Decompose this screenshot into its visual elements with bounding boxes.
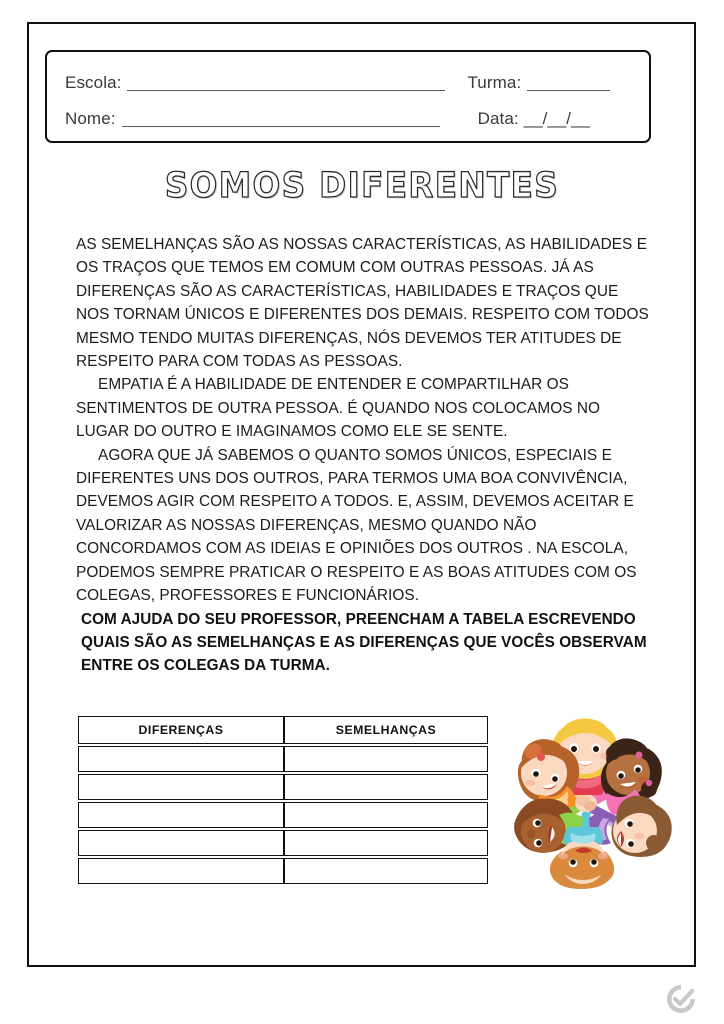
children-holding-hands-circle-illustration <box>497 703 673 891</box>
table-row <box>78 774 488 800</box>
cell-diferencas[interactable] <box>78 774 284 800</box>
circle-check-logo <box>664 982 698 1016</box>
table-row <box>78 830 488 856</box>
paragraph-3: AGORA QUE JÁ SABEMOS O QUANTO SOMOS ÚNICOS, ESPECIAIS E DIFERENTES UNS DOS OUTROS, PARA TERMOS UMA BOA CONVIVÊNCIA, DEVEMOS AGIR COM RESPEITO A TODOS. E, ASSIM, DEVEMOS ACEITAR E VALORIZAR AS NOSSAS DIFERENÇAS, MESMO QUANDO NÃO CONCORDAMOS COM AS IDEIAS E OPINIÕES DOS OUTROS . NA ESCOLA, PODEMOS SEMPRE PRATICAR O RESPEITO E AS BOAS ATITUDES COM OS COLEGAS, PROFESSORES E FUNCIONÁRIOS. <box>76 446 637 605</box>
cell-diferencas[interactable] <box>78 746 284 772</box>
page-title: SOMOS DIFERENTES <box>164 166 560 206</box>
lesson-text <box>76 233 656 608</box>
differences-similarities-table <box>78 714 488 886</box>
activity-instruction: COM AJUDA DO SEU PROFESSOR, PREENCHAM A TABELA ESCREVENDO QUAIS SÃO AS SEMELHANÇAS E AS DIFERENÇAS QUE VOCÊS OBSERVAM ENTRE OS COLEGAS DA TURMA. <box>81 611 647 674</box>
table-row <box>78 746 488 772</box>
table-header-row <box>78 716 488 744</box>
column-header-diferencas: DIFERENÇAS <box>78 716 284 744</box>
cell-semelhancas[interactable] <box>284 858 488 884</box>
column-header-semelhancas: SEMELHANÇAS <box>284 716 488 744</box>
nome-label: Nome: <box>65 109 116 128</box>
table-row <box>78 858 488 884</box>
cell-diferencas[interactable] <box>78 830 284 856</box>
nome-blank-line[interactable] <box>122 111 440 127</box>
student-identification-box <box>45 50 651 143</box>
paragraph-2: EMPATIA É A HABILIDADE DE ENTENDER E COMPARTILHAR OS SENTIMENTOS DE OUTRA PESSOA. É QUANDO NOS COLOCAMOS NO LUGAR DO OUTRO E IMAGINAMOS COMO ELE SE SENTE. <box>76 376 601 441</box>
turma-blank-line[interactable] <box>527 75 610 91</box>
cell-diferencas[interactable] <box>78 858 284 884</box>
paragraph-1: AS SEMELHANÇAS SÃO AS NOSSAS CARACTERÍSTICAS, AS HABILIDADES E OS TRAÇOS QUE TEMOS EM COMUM COM OUTRAS PESSOAS. JÁ AS DIFERENÇAS SÃO AS CARACTERÍSTICAS, HABILIDADES E TRAÇOS QUE NOS TORNAM ÚNICOS E DIFERENTES DOS DEMAIS. RESPEITO COM TODOS MESMO TENDO MUITAS DIFERENÇAS, NÓS DEVEMOS TER ATITUDES DE RESPEITO PARA COM TODAS AS PESSOAS. <box>76 236 649 371</box>
escola-blank-line[interactable] <box>127 75 445 91</box>
escola-label: Escola: <box>65 73 122 92</box>
cell-semelhancas[interactable] <box>284 802 488 828</box>
data-label: Data: <box>477 109 519 128</box>
turma-label: Turma: <box>467 73 522 92</box>
cell-semelhancas[interactable] <box>284 830 488 856</box>
cell-semelhancas[interactable] <box>284 774 488 800</box>
header-row-nome-data <box>47 104 649 134</box>
cell-diferencas[interactable] <box>78 802 284 828</box>
header-row-escola-turma <box>47 68 649 98</box>
cell-semelhancas[interactable] <box>284 746 488 772</box>
table-row <box>78 802 488 828</box>
data-blank-slots[interactable]: __/__/__ <box>523 109 590 128</box>
joined-hands <box>575 794 597 812</box>
table-body <box>78 746 488 884</box>
